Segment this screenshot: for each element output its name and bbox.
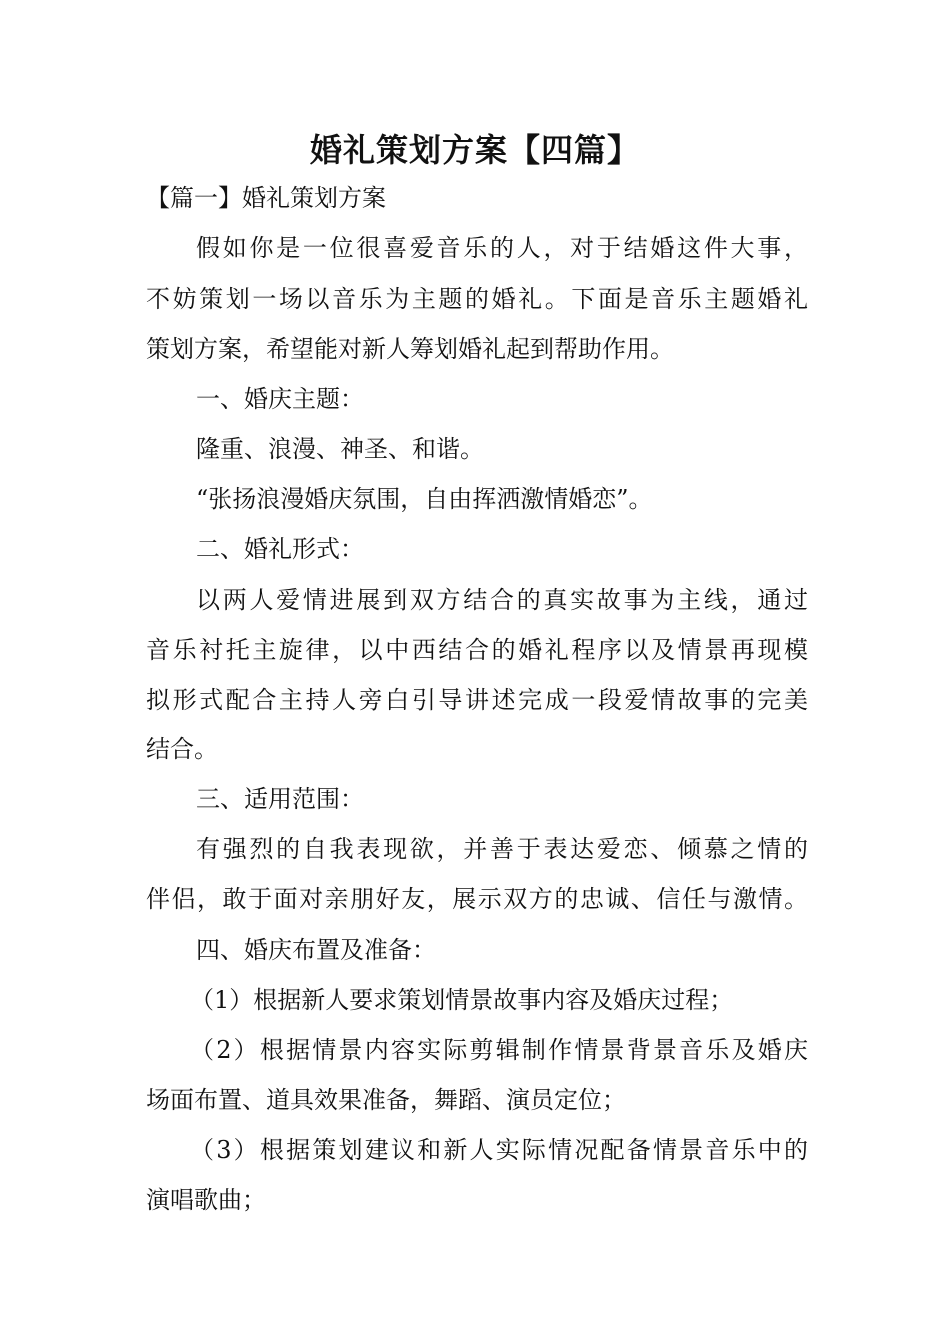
section-heading-1: 【篇一】婚礼策划方案 [146, 184, 386, 212]
paragraph-line: 假如你是一位很喜爱音乐的人，对于结婚这件大事， [196, 234, 808, 262]
subheading-line: 四、婚庆布置及准备： [196, 936, 436, 964]
paragraph-line: 音乐衬托主旋律，以中西结合的婚礼程序以及情景再现模 [146, 636, 808, 664]
document-title: 婚礼策划方案【四篇】 [309, 131, 640, 169]
paragraph-line: 伴侣，敢于面对亲朋好友，展示双方的忠诚、信任与激情。 [146, 885, 808, 913]
paragraph-line: 不妨策划一场以音乐为主题的婚礼。下面是音乐主题婚礼 [146, 285, 808, 313]
paragraph-line: 以两人爱情进展到双方结合的真实故事为主线，通过 [196, 586, 808, 614]
list-item: （2）根据情景内容实际剪辑制作情景背景音乐及婚庆 [190, 1036, 808, 1064]
list-item-continuation: 演唱歌曲； [146, 1186, 266, 1214]
list-item: （1）根据新人要求策划情景故事内容及婚庆过程； [190, 986, 734, 1014]
subheading-line: 三、适用范围： [196, 785, 364, 813]
subheading-line: 一、婚庆主题： [196, 385, 364, 413]
paragraph-line: 有强烈的自我表现欲，并善于表达爱恋、倾慕之情的 [196, 835, 808, 863]
paragraph-line: 策划方案，希望能对新人筹划婚礼起到帮助作用。 [146, 335, 674, 363]
paragraph-line: 拟形式配合主持人旁白引导讲述完成一段爱情故事的完美 [146, 686, 808, 714]
list-item: （3）根据策划建议和新人实际情况配备情景音乐中的 [190, 1136, 808, 1164]
paragraph-line: 隆重、浪漫、神圣、和谐。 [196, 435, 484, 463]
paragraph-line: 结合。 [146, 735, 218, 763]
subheading-line: 二、婚礼形式： [196, 535, 364, 563]
paragraph-line: “张扬浪漫婚庆氛围，自由挥洒激情婚恋”。 [196, 485, 653, 513]
list-item-continuation: 场面布置、道具效果准备，舞蹈、演员定位； [146, 1086, 626, 1114]
